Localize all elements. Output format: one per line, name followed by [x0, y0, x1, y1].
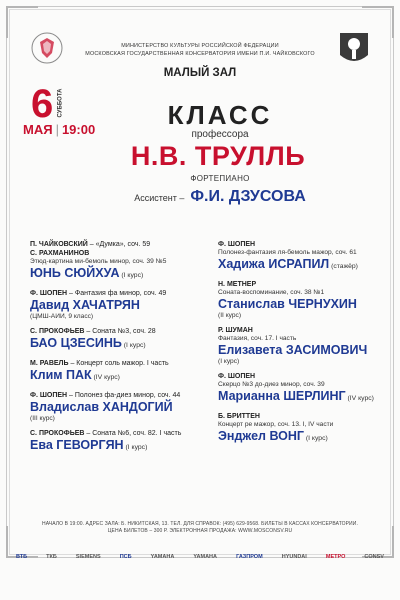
- work: – «Думка», соч. 59: [87, 241, 151, 248]
- performer-name: Владислав ХАНДОГИЙ: [30, 400, 173, 414]
- title-klass: КЛАСС: [167, 100, 273, 130]
- program-item: [218, 412, 388, 446]
- sponsor-logo: ВТБ: [16, 554, 28, 560]
- performer-name: Марианна ШЕРЛИНГ: [218, 389, 346, 403]
- program-item: [30, 391, 210, 423]
- date-weekday: СУББОТА: [57, 88, 64, 118]
- work: Концерт ре мажор, соч. 13. I, IV части: [218, 421, 334, 428]
- separator: |: [55, 122, 59, 137]
- concert-time: 19:00: [61, 122, 96, 137]
- composer: Ф. ШОПЕН: [218, 241, 256, 248]
- program-item: [30, 359, 210, 385]
- performer-year: (стажёр): [329, 263, 358, 270]
- date-day: 6: [31, 82, 54, 126]
- work: – Соната №6, соч. 82. I часть: [84, 430, 182, 437]
- work: Полонез-фантазия ля-бемоль мажор, соч. 61: [218, 249, 357, 256]
- instrument: ФОРТЕПИАНО: [190, 174, 250, 183]
- work: Скерцо №3 до-диез минор, соч. 39: [218, 381, 325, 388]
- performer-name: Энджел ВОНГ: [218, 429, 304, 443]
- performer-name: Хадижа ИСРАПИЛ: [218, 257, 330, 271]
- program-item: [30, 429, 210, 455]
- program-item: [30, 289, 210, 321]
- program-item: [30, 327, 210, 353]
- organizer-block: [70, 42, 330, 58]
- composer: С. ПРОКОФЬЕВ: [30, 430, 85, 437]
- date-month: МАЯ: [23, 122, 53, 137]
- performer-year: (II курс): [218, 312, 242, 319]
- performer-year: (I курс): [123, 444, 148, 451]
- composer: Ф. ШОПЕН: [218, 373, 256, 380]
- composer: С. РАХМАНИНОВ: [30, 250, 90, 257]
- sponsor-logos: [16, 550, 384, 564]
- performer-name: Клим ПАК: [30, 368, 92, 382]
- composer: Ф. ШОПЕН: [30, 392, 68, 399]
- composer: Р. ШУМАН: [218, 327, 253, 334]
- performer-year: (ЦМШ-АИИ, 9 класс): [30, 313, 94, 320]
- performer-name: Станислав ЧЕРНУХИН: [218, 297, 357, 311]
- performer-year: (IV курс): [91, 374, 120, 381]
- footer-info: [20, 521, 380, 535]
- assistant-line: [0, 188, 400, 206]
- composer: П. ЧАЙКОВСКИЙ: [30, 241, 88, 248]
- sponsor-logo: МЕТРО: [325, 554, 346, 560]
- sponsor-logo: ПСБ: [119, 554, 132, 560]
- work: Фантазия, соч. 17. I часть: [218, 335, 297, 342]
- sponsor-logo: HYUNDAI: [281, 554, 307, 560]
- organizer-conservatory: МОСКОВСКАЯ ГОСУДАРСТВЕННАЯ КОНСЕРВАТОРИЯ ИМЕНИ П.И. ЧАЙКОВСКОГО: [85, 51, 315, 57]
- sponsor-logo: CONSV: [364, 554, 384, 560]
- footer-tickets-line: ЦЕНА БИЛЕТОВ – 300 Р. ЭЛЕКТРОННАЯ ПРОДАЖА: WWW.MOSCONSV.RU: [107, 528, 293, 534]
- title-professor: профессора: [191, 129, 249, 140]
- composer: С. ПРОКОФЬЕВ: [30, 328, 85, 335]
- composer: Б. БРИТТЕН: [218, 413, 260, 420]
- performer-year: (I курс): [119, 272, 144, 279]
- composer: Н. МЕТНЕР: [218, 281, 257, 288]
- performer-year: (III курс): [30, 415, 55, 422]
- composer: М. РАВЕЛЬ: [30, 360, 69, 367]
- assistant-label: Ассистент –: [134, 193, 185, 203]
- sponsor-logo: ГАЗПРОМ: [236, 554, 263, 560]
- composer: Ф. ШОПЕН: [30, 290, 68, 297]
- program-left-column: [30, 240, 210, 461]
- work: – Фантазия фа минор, соч. 49: [67, 290, 167, 297]
- performer-name: Ева ГЕВОРГЯН: [30, 438, 124, 452]
- work: – Концерт соль мажор. I часть: [68, 360, 169, 367]
- sponsor-logo: ТКБ: [46, 554, 57, 560]
- work: – Полонез фа-диез минор, соч. 44: [67, 392, 181, 399]
- program-item: [218, 372, 388, 406]
- performer-name: Давид ХАЧАТРЯН: [30, 298, 140, 312]
- program-item: [218, 240, 388, 274]
- performer-year: (I курс): [304, 435, 328, 442]
- program-item: [218, 280, 388, 320]
- program-item: [218, 326, 388, 366]
- performer-year: (I курс): [121, 342, 146, 349]
- hall-name: МАЛЫЙ ЗАЛ: [163, 67, 237, 79]
- performer-name: ЮНЬ СЮЙХУА: [30, 266, 120, 280]
- program-right-column: [218, 240, 388, 452]
- work: Соната-воспоминание, соч. 38 №1: [218, 289, 325, 296]
- conservatory-emblem-logo: [336, 29, 372, 67]
- organizer-ministry: МИНИСТЕРСТВО КУЛЬТУРЫ РОССИЙСКОЙ ФЕДЕРАЦИИ: [121, 43, 279, 49]
- performer-year: (I курс): [218, 358, 240, 365]
- sponsor-logo: SIEMENS: [75, 554, 101, 560]
- work: Этюд-картина ми-бемоль минор, соч. 39 №5: [30, 258, 167, 265]
- footer-address-line: НАЧАЛО В 19:00. АДРЕС ЗАЛА: Б. НИКИТСКАЯ, 13. ТЕЛ. ДЛЯ СПРАВОК: (495) 629-9568. БИЛЕТЫ В КАССАХ КОНСЕРВАТОРИИ.: [42, 521, 358, 527]
- performer-name: Елизавета ЗАСИМОВИЧ: [218, 343, 368, 357]
- work: – Соната №3, соч. 28: [84, 328, 156, 335]
- program-item: [30, 240, 210, 283]
- assistant-name: Ф.И. ДЗУСОВА: [190, 188, 306, 205]
- sponsor-logo: YAMAHA: [150, 554, 175, 560]
- performer-year: (IV курс): [345, 395, 374, 402]
- performer-name: БАО ЦЗЕСИНЬ: [30, 336, 122, 350]
- ministry-emblem-logo: [30, 31, 64, 65]
- sponsor-logo: YAMAHA: [193, 554, 217, 560]
- teacher-name: Н.В. ТРУЛЛЬ: [130, 141, 306, 171]
